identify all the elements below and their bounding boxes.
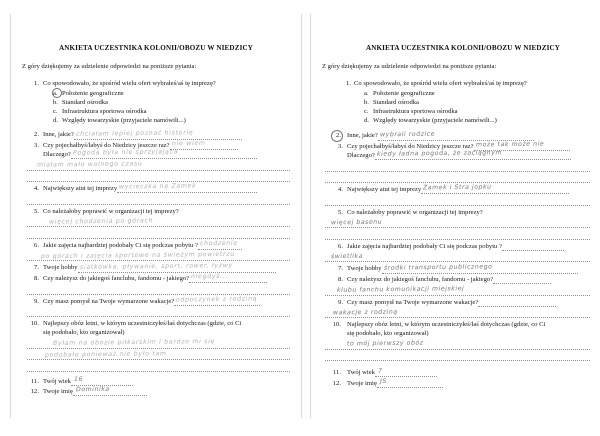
question-11-right (322, 368, 590, 377)
question-text: Twoje hobby (347, 265, 382, 273)
question-text: Największy atut tej imprezy (347, 186, 422, 194)
question-number: 2. (34, 131, 39, 139)
question-5-left (22, 207, 290, 239)
answer-blank-line[interactable] (325, 196, 590, 205)
question-text: Czy pojechałbyś/łabyś do Niedzicy jeszcze raz? (43, 142, 170, 149)
answer-field-q6-line2[interactable] (325, 253, 590, 262)
question-number: 8. (338, 276, 343, 284)
answer-field-q4[interactable] (421, 183, 569, 195)
answer-blank-line[interactable] (27, 173, 290, 182)
question-2-right (322, 131, 590, 140)
question-list-right (322, 79, 590, 388)
answer-field-q3b-line2[interactable] (27, 161, 290, 170)
question-text: Czy pojechałbyś/łabyś do Niedzicy jeszcze raz? (347, 143, 474, 150)
handwriting-answer: wycieczka na Zamek (119, 182, 197, 191)
question-text: Jakie zajęcia najbardziej podobały Ci się podczas pobytu ? (347, 242, 502, 250)
handwriting-answer: 16 (73, 375, 83, 383)
page-edge-line-left (10, 14, 11, 418)
answer-field-q6-line2[interactable] (27, 252, 290, 261)
handwriting-answer: wybrali rodzice (379, 130, 435, 138)
page-edge-line-middle (301, 14, 302, 418)
answer-field-q5[interactable] (27, 218, 290, 227)
question-1-options-right (354, 89, 590, 126)
answer-field-q10[interactable] (325, 341, 590, 350)
question-text: Czy masz pomysł na Twoje wymarzone wakacje? (347, 298, 479, 306)
question-number: 1. (34, 80, 39, 87)
question-3-left (22, 141, 290, 182)
question-11-left (22, 377, 290, 386)
survey-form-right (322, 44, 590, 390)
option-letter: a. (364, 89, 369, 97)
question-text: Twój wiek (43, 377, 71, 385)
question-number: 7. (338, 265, 343, 273)
option-c[interactable] (53, 107, 290, 116)
question-text: Dlaczego? (347, 152, 375, 160)
answer-blank-line[interactable] (27, 285, 290, 294)
question-text: Twoje hobby (43, 264, 78, 272)
question-2-left (22, 130, 290, 139)
question-text: Dlaczego? (43, 151, 71, 159)
handwriting-answer: niegdyś... (191, 273, 229, 281)
question-number: 6. (338, 242, 343, 250)
handwriting-answer: więcej basenu (330, 218, 383, 226)
answer-field-q8[interactable] (493, 276, 551, 284)
intro-text-right: Z góry dziękujemy za udzielenie odpowiedzi na poniższe pytania: (322, 63, 497, 70)
option-b[interactable] (364, 98, 590, 107)
question-number: 11. (333, 369, 341, 377)
question-text-line2: się podobało, kto organizował) (347, 330, 429, 338)
question-1-options-left (43, 89, 290, 126)
question-3-right (322, 142, 590, 183)
answer-blank-line[interactable] (325, 162, 590, 171)
option-label: Położenie geograficzne (373, 89, 435, 97)
question-7-left (22, 263, 290, 272)
question-text: Najlepszy obóz letni, w którym uczestniczyłeś/łaś dotychczas (gdzie, co Ci (43, 320, 242, 328)
question-number: 8. (34, 275, 39, 283)
question-10-left (22, 319, 290, 371)
handwriting-answer: Dominika (75, 386, 110, 394)
question-text: Twoje imię (43, 388, 73, 396)
option-letter: c. (53, 108, 58, 115)
question-number: 12. (30, 388, 39, 396)
question-number: 9. (34, 297, 39, 305)
question-number: 5. (34, 207, 39, 215)
question-text: Co spowodowało, że spośród wielu ofert wybrałeś/aś tę imprezę? (43, 80, 216, 87)
question-text: Czy masz pomysł na Twoje wymarzone wakacje? (43, 297, 175, 305)
question-8-left (22, 274, 290, 294)
question-number: 5. (338, 208, 343, 216)
question-5-right (322, 208, 590, 240)
handwriting-answer: 7 (377, 367, 383, 375)
handwriting-answer: klubu fanchu komunikacji miejskiej (336, 285, 465, 294)
handwriting-answer: Zamek i Stra jopku (423, 183, 492, 192)
question-number: 4. (34, 185, 39, 193)
handwriting-answer: siatkówka, pływanie, sport, rower, łyżwy (79, 261, 233, 271)
option-label: Względy towarzyskie (przyjaciele namówili...) (62, 117, 186, 125)
question-number: 3. (338, 143, 343, 150)
option-letter: d. (364, 117, 369, 125)
answer-blank-line[interactable] (27, 308, 290, 317)
handwriting-answer: JS (379, 378, 387, 386)
question-text: Twój wiek (347, 369, 375, 377)
answer-field-q7[interactable] (382, 265, 578, 274)
handwriting-answer: po górach i zajęcia sportowe na świeżym powietrzu (40, 250, 235, 260)
option-label: Infrastruktura sportowa ośrodka (373, 108, 458, 115)
answer-blank-line[interactable] (325, 174, 590, 183)
question-12-right (322, 379, 590, 388)
option-letter: d. (53, 117, 58, 125)
handwriting-answer: nie wiem (171, 139, 206, 148)
question-text: Największy atut tej imprezy (43, 185, 118, 193)
question-number: 2. (328, 131, 341, 140)
option-d[interactable] (53, 116, 290, 125)
option-label: Położenie geograficzne (62, 89, 124, 97)
question-number: 10. (332, 321, 341, 329)
answer-field-q10-line1[interactable] (27, 340, 290, 349)
question-6-left (22, 241, 290, 261)
handwriting-answer: to mój pierwszy obóz (346, 339, 424, 348)
question-text: Jakie zajęcia najbardziej podobały Ci się podczas pobytu ? (43, 241, 198, 249)
question-1-right (322, 79, 590, 125)
answer-field-q6[interactable] (502, 243, 564, 251)
answer-field-q3b[interactable] (375, 149, 571, 161)
question-number: 12. (332, 379, 341, 387)
handwriting-answer: wakacje z rodziną (332, 308, 398, 316)
question-4-right (322, 185, 590, 205)
option-letter: c. (364, 108, 369, 115)
page-edge-line-right (310, 14, 311, 418)
option-d[interactable] (364, 116, 590, 125)
answer-blank-line[interactable] (27, 195, 290, 204)
question-text: Inne, jakie? (347, 132, 378, 140)
option-label: Względy towarzyskie (przyjaciele namówili...) (373, 117, 497, 125)
answer-blank-line[interactable] (325, 230, 590, 239)
handwriting-answer: podobało ponieważ nie było tam (44, 349, 167, 359)
handwriting-answer: odpoczynek z rodziną (176, 295, 258, 304)
option-a[interactable] (53, 89, 290, 98)
question-7-right (322, 264, 590, 273)
answer-field-name[interactable] (377, 380, 443, 389)
question-9-right (322, 298, 590, 318)
question-4-left (22, 184, 290, 204)
option-label: Standard ośrodka (373, 98, 419, 106)
survey-form-left (22, 44, 290, 398)
question-1-left (22, 79, 290, 125)
question-text: Czy należysz do jakiegoś fanclubu, fandomu - jakiego? (347, 276, 494, 284)
answer-field-q3[interactable] (170, 139, 238, 151)
question-3b-left (43, 150, 290, 159)
answer-blank-line[interactable] (325, 352, 590, 361)
answer-field-name[interactable] (73, 388, 147, 397)
answer-field-q7[interactable] (78, 261, 276, 273)
intro-text-left: Z góry dziękujemy za udzielenie odpowiedzi na poniższe pytania: (22, 63, 197, 70)
handwriting-answer: więcej chodzenia po górach (48, 216, 154, 226)
handwriting-answer: Byłam na obozie piłkarskim i bardzo mi się (52, 338, 216, 348)
question-10-right (322, 320, 590, 361)
page-title-right: ANKIETA UCZESTNIKA KOLONII/OBOZU W NIEDZICY (365, 44, 561, 52)
answer-field-q3b[interactable] (71, 148, 257, 160)
option-a[interactable] (364, 89, 590, 98)
option-letter: b. (364, 98, 369, 106)
option-letter: b. (53, 98, 58, 106)
question-number: 7. (34, 264, 39, 272)
handwriting-answer: miałam mało wolnego czasu (36, 160, 143, 169)
handwriting-answer: świetlika (330, 252, 364, 260)
answer-field-q5[interactable] (325, 219, 590, 228)
question-number: 9. (338, 298, 343, 306)
question-9-left (22, 297, 290, 317)
question-number: 11. (31, 377, 39, 385)
handwriting-answer: chodzenie (199, 239, 238, 248)
handwriting-answer: może tak może nie (475, 140, 544, 149)
question-number: 3. (34, 142, 39, 149)
question-text: Najlepszy obóz letni, w którym uczestniczyłeś/łaś dotychczas (gdzie, co Ci (347, 321, 546, 329)
question-number: 10. (30, 320, 39, 328)
question-text: Twoje imię (347, 379, 377, 387)
question-12-left (22, 387, 290, 396)
answer-field-q6[interactable] (198, 241, 242, 250)
answer-field-q9[interactable] (174, 297, 260, 306)
answer-field-q8-line2[interactable] (325, 286, 590, 295)
question-text: Co należałoby poprawić w organizacji tej imprezy? (347, 208, 483, 216)
handwriting-answer: chciałam lepiej poznać historię (75, 128, 194, 138)
question-6-right (322, 242, 590, 262)
option-label: Standard ośrodka (62, 98, 108, 106)
option-b[interactable] (53, 98, 290, 107)
question-number: 6. (34, 241, 39, 249)
question-number: 1. (346, 80, 351, 87)
option-c[interactable] (364, 107, 590, 116)
answer-field-q4[interactable] (117, 182, 257, 194)
question-text: Co należałoby poprawić w organizacji tej imprezy? (43, 207, 179, 215)
question-text: Czy należysz do jakiegoś fanclubu, fandomu - jakiego? (43, 275, 190, 283)
answer-field-q10-line2[interactable] (27, 351, 290, 360)
answer-blank-line[interactable] (27, 229, 290, 238)
answer-field-q9[interactable] (478, 299, 556, 307)
answer-field-q9-line2[interactable] (325, 309, 590, 318)
handwriting-answer: Pogoda była nie sprzyjająca (72, 148, 179, 157)
question-text: Inne, jakie? (43, 131, 74, 139)
answer-field-q2[interactable] (74, 128, 242, 140)
question-3b-right (347, 151, 590, 160)
question-text-line2: się podobało, kto organizował) (43, 329, 125, 337)
handwriting-answer: środki transportu publicznego (383, 263, 493, 272)
option-letter: a. (53, 89, 58, 97)
handwriting-answer: kiedy ładna pogoda, że zaciągnym (376, 149, 502, 159)
option-label: Infrastruktura sportowa ośrodka (62, 108, 147, 115)
answer-blank-line[interactable] (27, 363, 290, 372)
question-text: Co spowodowało, że spośród wielu ofert wybrałeś/aś tę imprezę? (354, 80, 527, 87)
question-number: 4. (338, 186, 343, 194)
page-title-left: ANKIETA UCZESTNIKA KOLONII/OBOZU W NIEDZICY (58, 44, 254, 52)
answer-field-q8[interactable] (189, 275, 267, 284)
question-8-right (322, 275, 590, 295)
question-list-left (22, 79, 290, 396)
